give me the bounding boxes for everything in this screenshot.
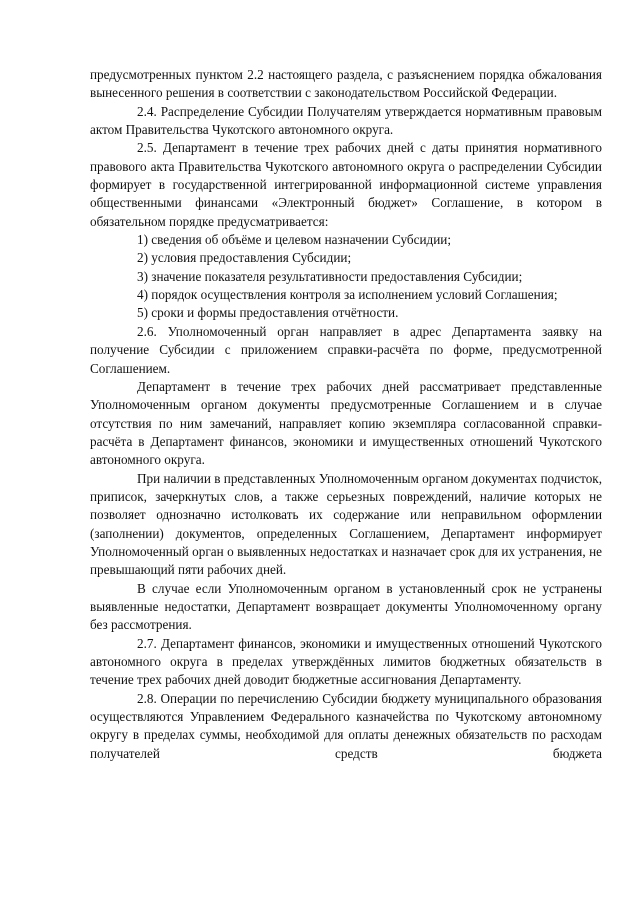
list-item-5: 5) сроки и формы предоставления отчётности. bbox=[137, 305, 399, 321]
paragraph-2-4: 2.4. Распределение Субсидии Получателям утверждается нормативным правовым актом Правительства Чукотского автономного округа. bbox=[90, 103, 602, 138]
list-item-4: 4) порядок осуществления контроля за исполнением условий Соглашения; bbox=[137, 287, 558, 303]
list-item-3: 3) значение показателя результативности предоставления Субсидии; bbox=[137, 268, 523, 284]
list-item-1: 1) сведения об объёме и целевом назначении Субсидии; bbox=[137, 232, 452, 248]
paragraph-deficiencies: При наличии в представленных Уполномоченным органом документах подчисток, приписок, зачеркнутых слов, а также серьезных повреждений, наличие которых не позволяет однозначно истолковать их содержание или неправильном оформлении (заполнении) документов, определенных Соглашением, Департамент информирует Уполномоченный орган о выявленных недостатках и назначает срок для их устранения, не превышающий пяти рабочих дней. bbox=[90, 470, 602, 578]
paragraph-department-review: Департамент в течение трех рабочих дней рассматривает представленные Уполномоченным органом документы предусмотренные Соглашением и в случае отсутствия по ним замечаний, направляет копию экземпляра согласованной справки-расчёта в Департамент финансов, экономики и имущественных отношений Чукотского автономного округа. bbox=[90, 378, 602, 468]
document-body bbox=[90, 66, 602, 763]
paragraph-return-documents: В случае если Уполномоченным органом в установленный срок не устранены выявленные недостатки, Департамент возвращает документы Уполномоченному органу без рассмотрения. bbox=[90, 580, 602, 633]
paragraph-2-6: 2.6. Уполномоченный орган направляет в адрес Департамента заявку на получение Субсидии с приложением справки-расчёта по форме, предусмотренной Соглашением. bbox=[90, 323, 602, 376]
paragraph-2-8: 2.8. Операции по перечислению Субсидии бюджету муниципального образования осуществляются Управлением Федерального казначейства по Чукотскому автономному округу в пределах суммы, необходимой для оплаты денежных обязательств по расходам получателей средств бюджета bbox=[90, 690, 602, 761]
list-item-2: 2) условия предоставления Субсидии; bbox=[137, 250, 352, 266]
paragraph-2-5: 2.5. Департамент в течение трех рабочих дней с даты принятия нормативного правового акта Правительства Чукотского автономного округа о распределении Субсидии формирует в государственной интегрированной информационной системе управления общественными финансами «Электронный бюджет» Соглашение, в котором в обязательном порядке предусматривается: bbox=[90, 140, 602, 229]
paragraph-continuation: предусмотренных пунктом 2.2 настоящего раздела, с разъяснением порядка обжалования вынесенного решения в соответствии с законодательством Российской Федерации. bbox=[90, 67, 602, 101]
paragraph-2-7: 2.7. Департамент финансов, экономики и имущественных отношений Чукотского автономного округа в пределах утверждённых лимитов бюджетных обязательств в течение трех рабочих дней доводит бюджетные ассигнования Департаменту. bbox=[90, 635, 602, 688]
